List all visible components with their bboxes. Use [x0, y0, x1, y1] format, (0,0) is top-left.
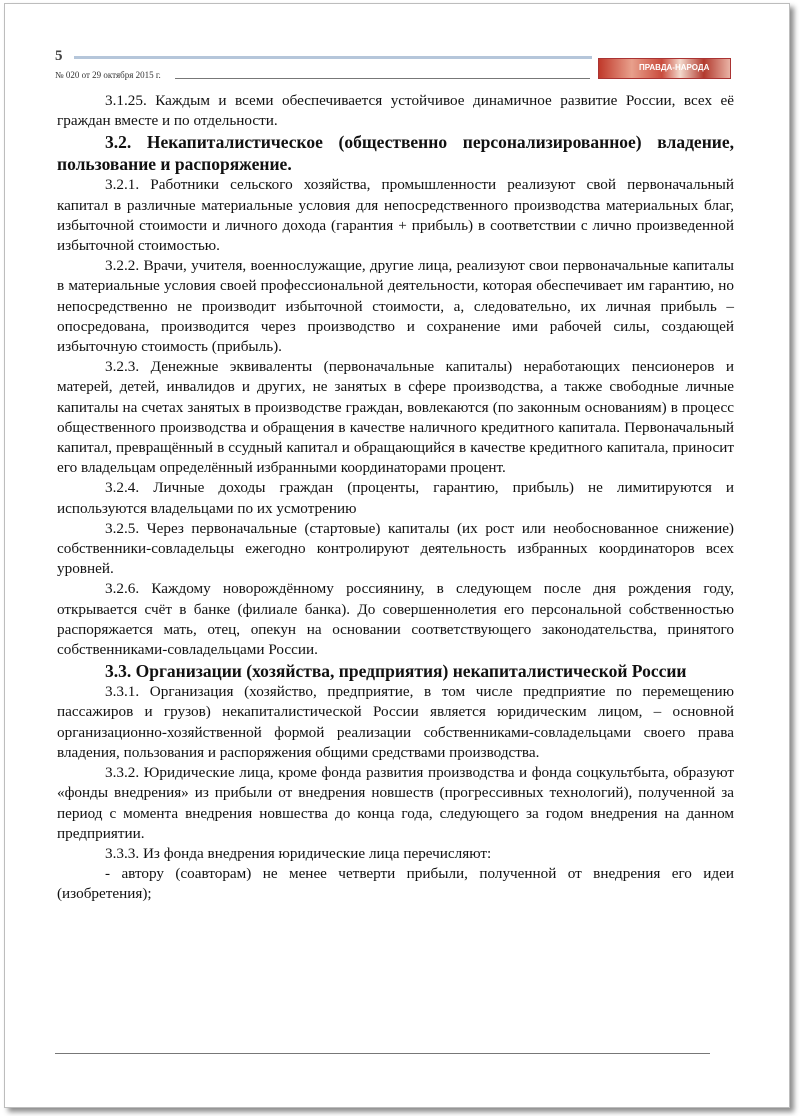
header-underline: [175, 78, 590, 79]
logo-text: ПРАВДА-НАРОДА: [639, 63, 710, 72]
article-body: [57, 91, 734, 905]
header-rule: [74, 56, 592, 59]
heading-3-2: 3.2. Некапиталистическое (общественно персонализированное) владение, пользование и распоряжение.: [57, 132, 734, 175]
paragraph-3-3-3: 3.3.3. Из фонда внедрения юридические лица перечисляют:: [105, 844, 492, 862]
heading-3-3: 3.3. Организации (хозяйства, предприятия) некапиталистической России: [105, 661, 687, 682]
issue-line: № 020 от 29 октября 2015 г.: [55, 70, 161, 80]
paragraph-3-2-3: 3.2.3. Денежные эквиваленты (первоначальные капиталы) неработающих пенсионеров и матерей, детей, инвалидов и других, не занятых в сфере производства, а также свободные личные капиталы на счетах занятых в производстве граждан, вовлекаются (по законным основаниям) в процесс общественного производства и обращения в качестве наличного кредитного капитала. Первоначальный капитал, превращённый в ссудный капитал и обращающийся в качестве кредитного капитала, приносит его владельцам определённый избранными координаторами процент.: [57, 358, 734, 477]
paragraph-3-2-4: 3.2.4. Личные доходы граждан (проценты, гарантию, прибыль) не лимитируются и используются владельцами по их усмотрению: [57, 479, 734, 517]
paragraph-3-2-1: 3.2.1. Работники сельского хозяйства, промышленности реализуют свой первоначальный капитал в различные материальные условия для непосредственного производства материальных благ, избыточной стоимости и личного дохода (гарантия + прибыль) в соответствии с лично произведенной избыточной стоимостью.: [57, 176, 734, 255]
page-number: 5: [55, 48, 63, 64]
footer-rule: [55, 1053, 710, 1054]
paragraph-3-2-2: 3.2.2. Врачи, учителя, военнослужащие, другие лица, реализуют свои первоначальные капиталы в материальные условия своей профессиональной деятельности, которая обеспечивает им гарантию, но непосредственно не производит избыточной стоимости, а, следовательно, их личная прибыль – опосредована, производится через производство и сохранение ими рабочей силы, создающей избыточную стоимость (прибыль).: [57, 257, 734, 356]
list-item-author: - автору (соавторам) не менее четверти прибыли, полученной от внедрения его идеи (изобретения);: [57, 865, 734, 903]
paragraph-3-1-25: 3.1.25. Каждым и всеми обеспечивается устойчивое динамичное развитие России, всех её граждан вместе и по отдельности.: [57, 92, 734, 130]
paragraph-3-2-5: 3.2.5. Через первоначальные (стартовые) капиталы (их рост или необоснованное снижение) собственники-совладельцы ежегодно контролируют деятельность избранных координаторов всех уровней.: [57, 519, 734, 578]
paragraph-3-3-1: 3.3.1. Организация (хозяйство, предприятие, в том числе предприятие по перемещению пассажиров и грузов) некапиталистической России является юридическим лицом, – основной организационно-хозяйственной формой реализации собственниками-совладельцами своего права владения, пользования и распоряжения общими средствами производства.: [57, 683, 734, 761]
newspaper-logo: [598, 58, 731, 79]
paragraph-3-3-2: 3.3.2. Юридические лица, кроме фонда развития производства и фонда соцкультбыта, образуют «фонды внедрения» из прибыли от внедрения новшеств (прогрессивных технологий), полученной за период с момента внедрения новшества до конца года, следующего за годом внедрения на данном предприятии.: [57, 764, 734, 842]
paragraph-3-2-6: 3.2.6. Каждому новорождённому россиянину, в следующем после дня рождения году, открывается счёт в банке (филиале банка). До совершеннолетия его персональной собственностью распоряжается мать, отец, опекун на основании соответствующего законодательства, принятого собственниками-совладельцами России.: [57, 580, 734, 659]
